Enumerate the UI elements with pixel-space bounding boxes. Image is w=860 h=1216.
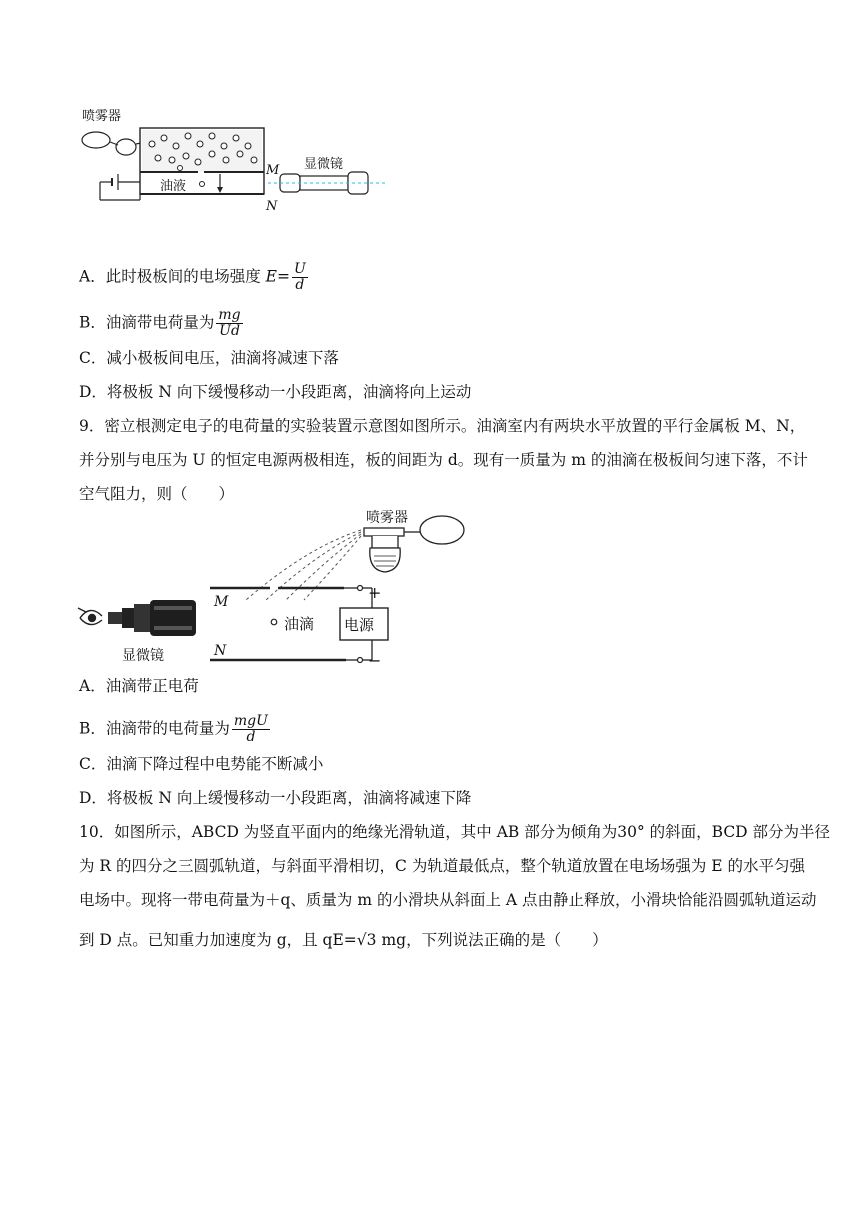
figure-millikan-apparatus	[76, 508, 476, 670]
q8-option-b-num: mg	[218, 307, 241, 323]
q10-stem-line-4: 到 D 点。已知重力加速度为 g，且 qE=√3 mg，下列说法正确的是（ ）	[79, 931, 608, 949]
figure-oil-drop-apparatus-1	[78, 102, 398, 214]
minus-terminal: −	[368, 651, 382, 670]
eye-icon	[78, 608, 102, 625]
oil-label: 油液	[160, 179, 187, 194]
microscope-label-2: 显微镜	[122, 648, 164, 664]
q8-option-a	[79, 262, 310, 293]
sprayer-label-2: 喷雾器	[366, 510, 408, 526]
q9-option-a: A．油滴带正电荷	[79, 677, 199, 695]
q9-option-b-fraction	[232, 714, 270, 745]
plate-m-label-2: M	[214, 594, 229, 610]
q9-option-b-den: d	[246, 729, 256, 745]
sprayer-head	[116, 139, 136, 155]
q9-stem-line-2: 并分别与电压为 U 的恒定电源两极相连，板的间距为 d。现有一质量为 m 的油滴在极板间匀速下落，不计	[79, 451, 808, 469]
q8-option-a-fraction	[292, 262, 308, 293]
microscope-2	[108, 600, 196, 636]
oil-droplet	[271, 619, 277, 625]
q8-option-b	[79, 308, 245, 339]
q9-option-b	[79, 714, 272, 745]
q8-option-a-den: d	[295, 277, 305, 293]
q10-stem-line-1: 10．如图所示，ABCD 为竖直平面内的绝缘光滑轨道，其中 AB 部分为倾角为30° 的斜面，BCD 部分为半径	[79, 823, 831, 841]
q10-stem-line-2: 为 R 的四分之三圆弧轨道，与斜面平滑相切，C 为轨道最低点，整个轨道放置在电场场强为 E 的水平匀强	[79, 857, 805, 875]
q9-stem-line-3: 空气阻力，则（ ）	[79, 485, 235, 503]
q8-option-a-eq: =	[276, 267, 290, 286]
plate-n-label-1: N	[266, 199, 278, 214]
q8-option-b-den: Ud	[219, 323, 240, 339]
plate-m-label-1: M	[266, 163, 280, 178]
q8-option-b-text: B．油滴带电荷量为	[79, 313, 215, 332]
sprayer-label-1: 喷雾器	[82, 109, 122, 124]
q8-option-d: D．将极板 N 向下缓慢移动一小段距离，油滴将向上运动	[79, 383, 472, 401]
q8-option-a-text: A．此时极板间的电场强度	[79, 267, 266, 286]
q9-option-c: C．油滴下降过程中电势能不断减小	[79, 755, 324, 773]
q9-option-b-num: mgU	[233, 713, 268, 729]
q8-option-a-num: U	[293, 261, 306, 277]
oil-drop-label: 油滴	[284, 615, 315, 633]
q9-stem-line-1: 9．密立根测定电子的电荷量的实验装置示意图如图所示。油滴室内有两块水平放置的平行金属板 M、N，	[79, 417, 806, 435]
spray-lines	[246, 530, 361, 600]
power-supply-label: 电源	[344, 616, 375, 634]
plus-terminal: +	[368, 583, 382, 602]
plate-n-label-2: N	[214, 643, 227, 659]
q8-option-a-var: E	[265, 267, 277, 286]
q9-option-b-text: B．油滴带的电荷量为	[79, 719, 230, 738]
microscope-label-1: 显微镜	[304, 157, 344, 172]
sprayer-bulb	[82, 132, 110, 148]
q10-stem-line-3: 电场中。现将一带电荷量为＋q、质量为 m 的小滑块从斜面上 A 点由静止释放，小滑块恰能沿圆弧轨道运动	[79, 891, 817, 909]
q8-option-b-fraction	[216, 308, 242, 339]
q9-option-d: D．将极板 N 向上缓慢移动一小段距离，油滴将减速下降	[79, 789, 472, 807]
q8-option-c: C．减小极板间电压，油滴将减速下落	[79, 349, 339, 367]
